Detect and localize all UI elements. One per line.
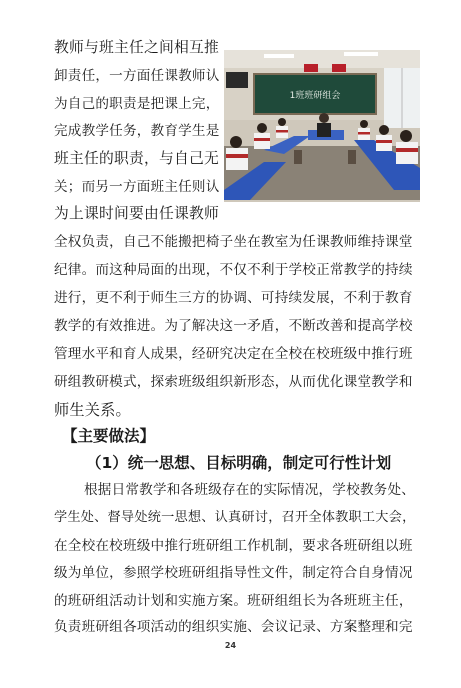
blackboard-text: 1班班研组会 [289,91,341,101]
paragraph-2-line-1: 根据日常教学和各班级存在的实际情况，学校教务处、 [84,482,416,498]
paragraph-1-line-3: 为自己的职责是把课上完， [54,96,220,112]
paragraph-1-line-2: 卸责任，一方面任课教师认 [54,68,220,84]
classroom-photo [224,50,420,202]
paragraph-2-line-4: 级为单位，参照学校班研组指导性文件，制定符合自身情况 [54,565,413,581]
paragraph-1-line-14: 师生关系。 [54,401,131,419]
paragraph-1-line-8: 全权负责，自己不能搬把椅子坐在教室为任课教师维持课堂 [54,234,413,250]
paragraph-1-line-11: 教学的有效推进。为了解决这一矛盾，不断改善和提高学校 [54,318,413,334]
paragraph-1-line-4: 完成教学任务，教育学生是 [54,123,220,139]
paragraph-2-line-6: 负责班研组各项活动的组织实施、会议记录、方案整理和完 [54,619,413,635]
paragraph-2-line-3: 在全校在校班级中推行班研组工作机制，要求各班研组以班 [54,538,413,554]
paragraph-1-line-9: 纪律。而这种局面的出现，不仅不利于学校正常教学的持续 [54,262,413,278]
paragraph-1-line-1: 教师与班主任之间相互推 [54,39,219,56]
page-number: 24 [224,641,237,650]
paragraph-2-line-5: 的班研组活动计划和实施方案。班研组组长为各班班主任， [54,593,413,609]
section-heading: 【主要做法】 [62,427,156,445]
paragraph-1-line-5: 班主任的职责，与自己无 [54,150,219,167]
paragraph-1-line-6: 关；而另一方面班主任则认 [54,179,220,195]
paragraph-1-line-13: 研组教研模式，探索班级组织新形态，从而优化课堂教学和 [54,374,413,390]
paragraph-1-line-10: 进行，更不利于师生三方的协调、可持续发展，不利于教育 [54,290,413,306]
classroom-illustration [224,50,420,202]
paragraph-1-line-7: 为上课时间要由任课教师 [54,205,219,222]
paragraph-1-line-12: 管理水平和育人成果，经研究决定在全校在校班级中推行班 [54,346,413,362]
paragraph-2-line-2: 学生处、督导处统一思想、认真研讨，召开全体教职工大会， [54,510,416,525]
subheading: （1）统一思想、目标明确，制定可行性计划 [86,454,392,472]
